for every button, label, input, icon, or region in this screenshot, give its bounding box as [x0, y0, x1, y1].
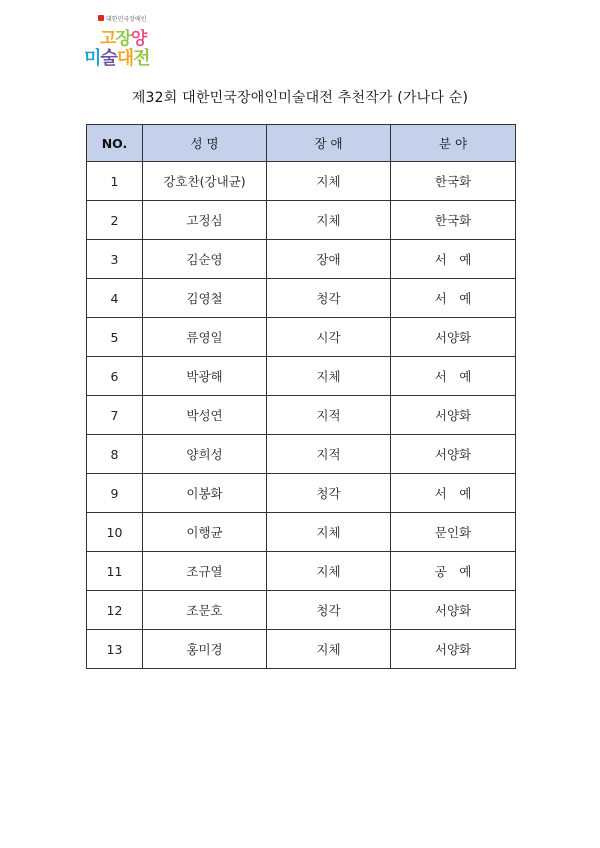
cell-disability: 지적	[267, 435, 391, 474]
cell-field: 서양화	[391, 435, 516, 474]
table-row	[87, 630, 516, 669]
cell-name: 이봉화	[143, 474, 267, 513]
table-row	[87, 513, 516, 552]
cell-no: 5	[87, 318, 143, 357]
table-row	[87, 396, 516, 435]
cell-disability: 지체	[267, 630, 391, 669]
cell-no: 8	[87, 435, 143, 474]
logo-org-text: 대한민국장애인	[106, 16, 147, 23]
cell-field: 문인화	[391, 513, 516, 552]
cell-no: 12	[87, 591, 143, 630]
cell-field: 공 예	[391, 552, 516, 591]
cell-no: 2	[87, 201, 143, 240]
cell-name: 김순영	[143, 240, 267, 279]
cell-disability: 지체	[267, 357, 391, 396]
cell-disability: 장애	[267, 240, 391, 279]
table-row	[87, 162, 516, 201]
cell-field: 서 예	[391, 240, 516, 279]
table-row	[87, 201, 516, 240]
artist-table	[86, 124, 516, 669]
cell-no: 3	[87, 240, 143, 279]
cell-name: 고정심	[143, 201, 267, 240]
table-row	[87, 279, 516, 318]
cell-name: 이행균	[143, 513, 267, 552]
cell-disability: 지체	[267, 552, 391, 591]
cell-field: 서양화	[391, 630, 516, 669]
cell-disability: 지체	[267, 201, 391, 240]
table-row	[87, 435, 516, 474]
page-title: 제32회 대한민국장애인미술대전 추천작가 (가나다 순)	[131, 90, 469, 106]
table-row	[87, 552, 516, 591]
table-row	[87, 318, 516, 357]
cell-name: 조규열	[143, 552, 267, 591]
header-no: NO.	[87, 125, 143, 162]
cell-name: 양희성	[143, 435, 267, 474]
header-disability: 장 애	[267, 125, 391, 162]
cell-disability: 청각	[267, 591, 391, 630]
cell-field: 한국화	[391, 162, 516, 201]
cell-disability: 청각	[267, 474, 391, 513]
cell-field: 서 예	[391, 279, 516, 318]
cell-disability: 지체	[267, 162, 391, 201]
header-name: 성 명	[143, 125, 267, 162]
logo-line2: 미술대전	[84, 48, 150, 69]
cell-name: 류영일	[143, 318, 267, 357]
cell-name: 박성연	[143, 396, 267, 435]
table-header-row	[87, 125, 516, 162]
cell-disability: 지체	[267, 513, 391, 552]
cell-no: 7	[87, 396, 143, 435]
table-row	[87, 357, 516, 396]
logo-line1: 고장양	[100, 29, 147, 49]
cell-disability: 시각	[267, 318, 391, 357]
table-row	[87, 474, 516, 513]
cell-name: 조문호	[143, 591, 267, 630]
table-row	[87, 240, 516, 279]
logo-mark-icon	[98, 15, 104, 21]
cell-field: 한국화	[391, 201, 516, 240]
cell-no: 11	[87, 552, 143, 591]
cell-field: 서양화	[391, 591, 516, 630]
cell-no: 13	[87, 630, 143, 669]
cell-no: 1	[87, 162, 143, 201]
cell-field: 서양화	[391, 318, 516, 357]
cell-field: 서양화	[391, 396, 516, 435]
header-field: 분 야	[391, 125, 516, 162]
cell-no: 10	[87, 513, 143, 552]
cell-name: 홍미경	[143, 630, 267, 669]
cell-name: 김영철	[143, 279, 267, 318]
cell-field: 서 예	[391, 357, 516, 396]
cell-no: 4	[87, 279, 143, 318]
cell-field: 서 예	[391, 474, 516, 513]
cell-disability: 청각	[267, 279, 391, 318]
cell-no: 9	[87, 474, 143, 513]
cell-name: 박광해	[143, 357, 267, 396]
cell-no: 6	[87, 357, 143, 396]
logo	[84, 14, 174, 70]
table-row	[87, 591, 516, 630]
cell-disability: 지적	[267, 396, 391, 435]
cell-name: 강호찬(강내균)	[143, 162, 267, 201]
